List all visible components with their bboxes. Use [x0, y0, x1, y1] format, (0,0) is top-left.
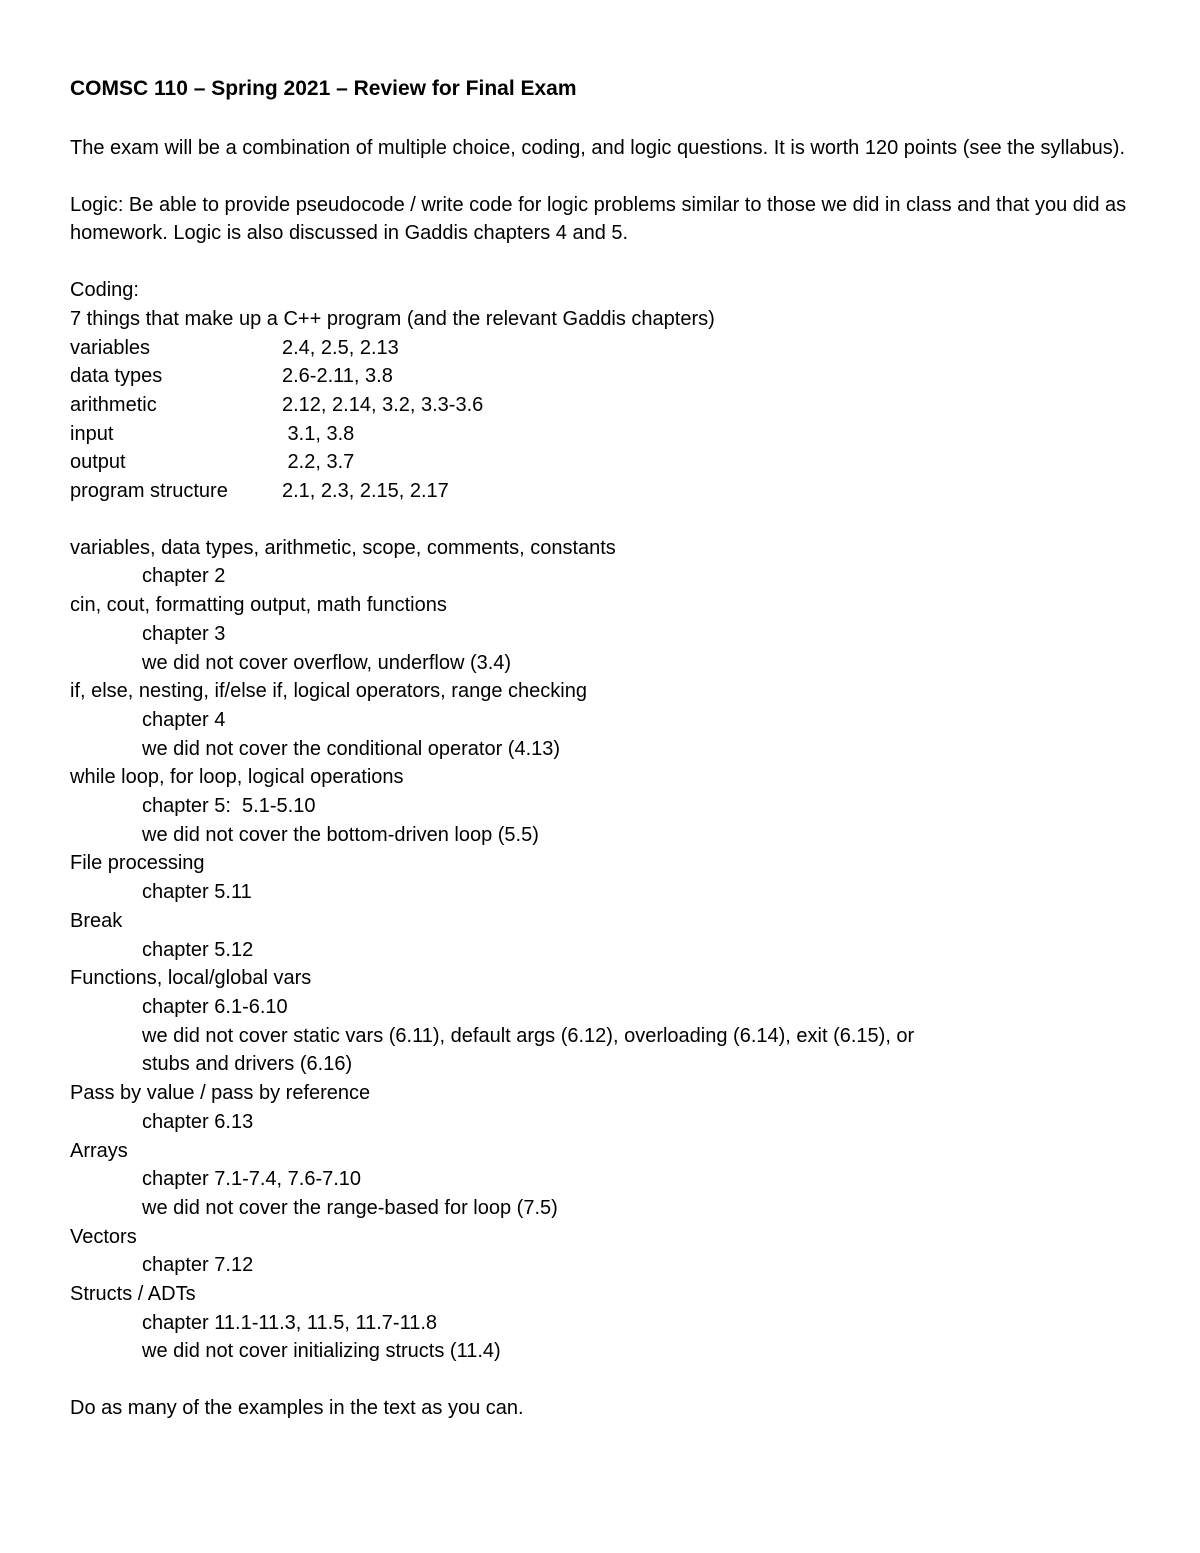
topic-heading: File processing — [70, 852, 205, 875]
document-title: COMSC 110 – Spring 2021 – Review for Final Exam — [70, 77, 577, 100]
document-page — [70, 72, 1140, 1423]
topic-heading: variables, data types, arithmetic, scope, comments, constants — [70, 536, 616, 559]
schedule-table — [70, 334, 1140, 506]
schedule-label: output — [70, 451, 126, 474]
topic-heading: Arrays — [70, 1139, 128, 1162]
spacer — [70, 106, 1140, 134]
topic-detail: we did not cover the conditional operator (4.13) — [142, 737, 561, 760]
topic-detail: we did not cover the bottom-driven loop (5.5) — [142, 823, 539, 846]
topic-heading: while loop, for loop, logical operations — [70, 766, 404, 789]
topic-detail: chapter 11.1-11.3, 11.5, 11.7-11.8 — [142, 1311, 438, 1334]
topic-heading: if, else, nesting, if/else if, logical operators, range checking — [70, 680, 587, 703]
topic-heading: Break — [70, 909, 123, 932]
closing-paragraph: Do as many of the examples in the text as you can. — [70, 1397, 524, 1420]
things-heading: 7 things that make up a C++ program (and the relevant Gaddis chapters) — [70, 307, 715, 330]
schedule-value: 2.6-2.11, 3.8 — [282, 365, 393, 388]
schedule-row — [70, 362, 1140, 391]
schedule-label: variables — [70, 336, 151, 359]
schedule-row — [70, 334, 1140, 363]
topic-heading: Pass by value / pass by reference — [70, 1082, 371, 1105]
schedule-row — [70, 448, 1140, 477]
schedule-row — [70, 391, 1140, 420]
spacer — [70, 1366, 1140, 1394]
topic-detail: chapter 5.12 — [142, 938, 254, 961]
topic-detail: chapter 3 — [142, 622, 226, 645]
topic-detail: chapter 7.12 — [142, 1254, 254, 1277]
topic-detail: chapter 4 — [142, 708, 226, 731]
topic-detail: chapter 6.1-6.10 — [142, 995, 288, 1018]
topic-heading: Vectors — [70, 1225, 137, 1248]
topic-detail: chapter 6.13 — [142, 1110, 254, 1133]
spacer — [70, 506, 1140, 534]
spacer — [70, 163, 1140, 191]
schedule-value: 2.4, 2.5, 2.13 — [282, 336, 399, 359]
schedule-value: 2.2, 3.7 — [282, 451, 355, 474]
coding-heading: Coding: — [70, 279, 139, 302]
spacer — [70, 248, 1140, 276]
schedule-row — [70, 420, 1140, 449]
topic-detail: we did not cover the range-based for loop (7.5) — [142, 1196, 558, 1219]
schedule-label: arithmetic — [70, 393, 157, 416]
schedule-value: 2.12, 2.14, 3.2, 3.3-3.6 — [282, 393, 484, 416]
intro-paragraph: The exam will be a combination of multiple choice, coding, and logic questions. It is worth 120 points (see the syllabus). — [70, 137, 1125, 159]
topic-detail: chapter 2 — [142, 565, 226, 588]
logic-paragraph: Logic: Be able to provide pseudocode / write code for logic problems similar to those we did in class and that you did as homework. Logic is also discussed in Gaddis chapters 4 and 5. — [70, 193, 1127, 245]
topic-detail: we did not cover overflow, underflow (3.4) — [142, 651, 512, 674]
topics-list — [70, 534, 1140, 1366]
schedule-label: data types — [70, 365, 163, 388]
topic-heading: cin, cout, formatting output, math functions — [70, 594, 447, 617]
schedule-value: 3.1, 3.8 — [282, 422, 355, 445]
topic-detail: chapter 5.11 — [142, 881, 252, 904]
topic-detail: we did not cover initializing structs (11.4) — [142, 1340, 501, 1363]
topic-detail: stubs and drivers (6.16) — [142, 1053, 353, 1076]
topic-detail: chapter 7.1-7.4, 7.6-7.10 — [142, 1168, 362, 1191]
topic-detail: we did not cover static vars (6.11), default args (6.12), overloading (6.14), exit (6.15), or — [142, 1024, 915, 1047]
schedule-value: 2.1, 2.3, 2.15, 2.17 — [282, 480, 449, 503]
topic-heading: Structs / ADTs — [70, 1283, 196, 1306]
topic-heading: Functions, local/global vars — [70, 967, 312, 990]
schedule-label: input — [70, 422, 114, 445]
schedule-label: program structure — [70, 480, 228, 503]
topic-detail: chapter 5: 5.1-5.10 — [142, 795, 316, 818]
schedule-row — [70, 477, 1140, 506]
